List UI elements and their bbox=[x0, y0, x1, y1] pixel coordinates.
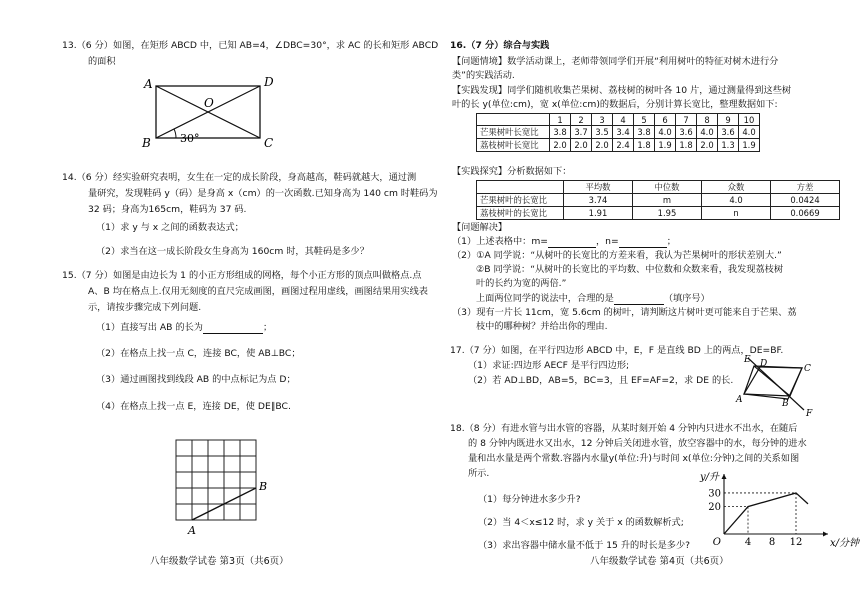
q14-line2: 量研究，发现鞋码 y（码）是身高 x（cm）的一次函数.已知身高为 140 cm 时鞋码为 bbox=[88, 188, 438, 199]
q18-line3: 量和出水量是两个常数.容器内水量y(单位:升)与时间 x(单位:分钟)之间的关系如图 bbox=[468, 453, 800, 464]
q15-part1-end: ； bbox=[262, 322, 273, 333]
label-D: D bbox=[264, 75, 274, 89]
table-row: 芒果树叶的长宽比 3.74 m 4.0 0.0424 bbox=[477, 194, 840, 207]
q15-part4: （4）在格点上找一点 E，连接 DE，使 DE∥BC. bbox=[96, 401, 291, 412]
q14-part2: （2）求当在这一成长阶段女生身高为 160cm 时，其鞋码是多少？ bbox=[96, 246, 369, 257]
x-tick-label: 4 bbox=[744, 537, 752, 548]
q16-part2-b: ②B 同学说：“从树叶的长宽比的平均数、中位数和众数来看，我发现荔枝树 bbox=[476, 264, 784, 275]
q14-line1: 14.（6 分）经实验研究表明，女生在一定的成长阶段，身高越高，鞋码就越大，通过测 bbox=[62, 172, 417, 183]
label-O: O bbox=[204, 96, 214, 110]
parallelogram-figure bbox=[738, 354, 818, 420]
x-axis-arrow bbox=[823, 532, 828, 537]
q16-part3-b: 枝中的哪种树？并给出你的理由. bbox=[476, 321, 608, 332]
table-row: 荔枝树叶的长宽比 1.91 1.95 n 0.0669 bbox=[477, 207, 840, 220]
x-tick-label: 12 bbox=[789, 537, 803, 548]
x-tick-label: 8 bbox=[768, 537, 776, 548]
q16-part2-e: （填序号） bbox=[663, 293, 710, 304]
n-answer-blank[interactable] bbox=[619, 247, 667, 248]
water-series-line bbox=[724, 493, 808, 534]
q16-solve: 【问题解决】 bbox=[452, 222, 508, 233]
q16-part1-text: （1）上述表格中：m= bbox=[452, 236, 548, 247]
q15-answer-blank[interactable] bbox=[203, 333, 263, 334]
q15-part1-text: （1）直接写出 AB 的长为 bbox=[96, 322, 203, 333]
leaf-ratio-table bbox=[476, 113, 760, 152]
q16-part2-a: （2）①A 同学说：“从树叶的长宽比的方差来看，我认为芒果树叶的形状差别大.” bbox=[452, 250, 782, 261]
q14-line3: 32 码；身高为165cm，鞋码为 37 码. bbox=[88, 204, 247, 215]
y-tick-label: 30 bbox=[708, 488, 721, 500]
q16-part2-d-text: 上面两位同学的说法中，合理的是 bbox=[476, 293, 614, 304]
rectangle-figure bbox=[140, 74, 280, 150]
y-axis-arrow bbox=[722, 474, 727, 479]
label-E: E bbox=[744, 355, 751, 365]
page-footer-right: 八年级数学试卷 第4页（共6页） bbox=[590, 556, 729, 567]
origin-label: O bbox=[712, 537, 721, 548]
q16-head: 16.（7 分）综合与实践 bbox=[450, 40, 550, 51]
q13-line1: 13.（6 分）如图，在矩形 ABCD 中，已知 AB=4，∠DBC=30°，求 AC 的长和矩形 ABCD bbox=[62, 40, 439, 51]
water-volume-chart bbox=[698, 470, 860, 549]
label-B: B bbox=[142, 136, 151, 150]
q15-line2: A、B 均在格点上.仅用无刻度的直尺完成画图，画图过程用虚线，画图结果用实线表 bbox=[88, 286, 428, 297]
q18-line1: 18.（8 分）有进水管与出水管的容器，从某时刻开始 4 分钟内只进水不出水，在随后 bbox=[450, 423, 798, 434]
q16-part3-a: （3）现有一片长 11cm，宽 5.6cm 的树叶，请判断这片树叶更可能来自于芒果、荔 bbox=[452, 307, 797, 318]
q16-part1 bbox=[452, 236, 676, 248]
table-row: 1 2 3 4 5 6 7 8 9 10 bbox=[477, 114, 760, 126]
q13-line2: 的面积 bbox=[88, 56, 116, 67]
q16-discovery-1: 【实践发现】同学们随机收集芒果树、荔枝树的树叶各 10 片，通过测量得到这些树 bbox=[452, 85, 792, 96]
q18-part3: （3）求出容器中储水量不低于 15 升的时长是多少? bbox=[478, 540, 691, 551]
grid-label-A: A bbox=[188, 524, 196, 537]
q15-part2: （2）在格点上找一点 C，连接 BC，使 AB⊥BC； bbox=[96, 348, 301, 359]
q16-part2-c: 叶的长约为宽的两倍.” bbox=[476, 278, 567, 289]
q17-part2: （2）若 AD⊥BD，AB=5，BC=3，且 EF=AF=2，求 DE 的长. bbox=[468, 375, 734, 386]
grid-figure bbox=[168, 438, 278, 538]
label-C: C bbox=[804, 364, 811, 374]
q18-part2: （2）当 4＜x≤12 时，求 y 关于 x 的函数解析式; bbox=[478, 517, 684, 528]
y-tick-label: 20 bbox=[708, 502, 721, 514]
grid-label-B: B bbox=[259, 480, 268, 493]
page-footer-left: 八年级数学试卷 第3页（共6页） bbox=[150, 556, 289, 567]
q16-part1-end: ； bbox=[666, 236, 676, 247]
q15-line3: 示，请按步骤完成下列问题. bbox=[88, 302, 202, 313]
q18-line2: 的 8 分钟内既进水又出水，12 分钟后关闭进水管，放空容器中的水，每分钟的进水 bbox=[468, 438, 807, 449]
q18-line4: 所示. bbox=[468, 468, 490, 479]
m-answer-blank[interactable] bbox=[548, 247, 596, 248]
q14-part1: （1）求 y 与 x 之间的函数表达式； bbox=[96, 222, 244, 233]
table-row: 芒果树叶长宽比 3.8 3.7 3.5 3.4 3.8 4.0 3.6 4.0 3.6 4.0 bbox=[477, 126, 760, 139]
stats-table bbox=[476, 180, 840, 220]
q17-part1: （1）求证:四边形 AECF 是平行四边形; bbox=[468, 360, 630, 371]
q16-situation-1: 【问题情境】数学活动课上，老师带领同学们开展“利用树叶的特征对树木进行分 bbox=[452, 56, 779, 67]
table-row: 平均数 中位数 众数 方差 bbox=[477, 181, 840, 194]
q17-line1: 17.（7 分）如图，在平行四边形 ABCD 中，E，F 是直线 BD 上的两点，DE=BF. bbox=[450, 345, 784, 356]
label-B: B bbox=[782, 399, 789, 409]
q16-part2-d bbox=[476, 293, 710, 305]
q15-part1 bbox=[96, 322, 272, 334]
label-C: C bbox=[264, 136, 274, 150]
angle-label: 30° bbox=[180, 132, 200, 145]
label-A: A bbox=[144, 77, 153, 91]
q16-situation-2: 类”的实践活动. bbox=[452, 70, 515, 81]
right-page bbox=[430, 0, 860, 609]
q15-line1: 15.（7 分）如图是由边长为 1 的小正方形组成的网格，每个小正方形的顶点叫做格点.点 bbox=[62, 270, 422, 281]
q15-part3: （3）通过画图找到线段 AB 的中点标记为点 D； bbox=[96, 374, 296, 385]
label-A: A bbox=[736, 395, 743, 405]
table-row: 荔枝树叶长宽比 2.0 2.0 2.0 2.4 1.8 1.9 1.8 2.0 1.3 1.9 bbox=[477, 139, 760, 152]
q16-discovery-2: 叶的长 y(单位:cm)，宽 x(单位:cm)的数据后，分别计算长宽比，整理数据如下: bbox=[452, 99, 778, 110]
label-F: F bbox=[806, 409, 813, 419]
reasonable-answer-blank[interactable] bbox=[614, 304, 664, 305]
label-D: D bbox=[760, 359, 768, 369]
y-axis-label: y/升 bbox=[700, 472, 720, 483]
q16-part1-n: ，n= bbox=[596, 236, 619, 247]
x-axis-label: x/分钟 bbox=[830, 538, 860, 549]
q18-part1: （1）每分钟进水多少升? bbox=[478, 494, 581, 505]
q16-explore: 【实践探究】分析数据如下： bbox=[452, 166, 572, 177]
